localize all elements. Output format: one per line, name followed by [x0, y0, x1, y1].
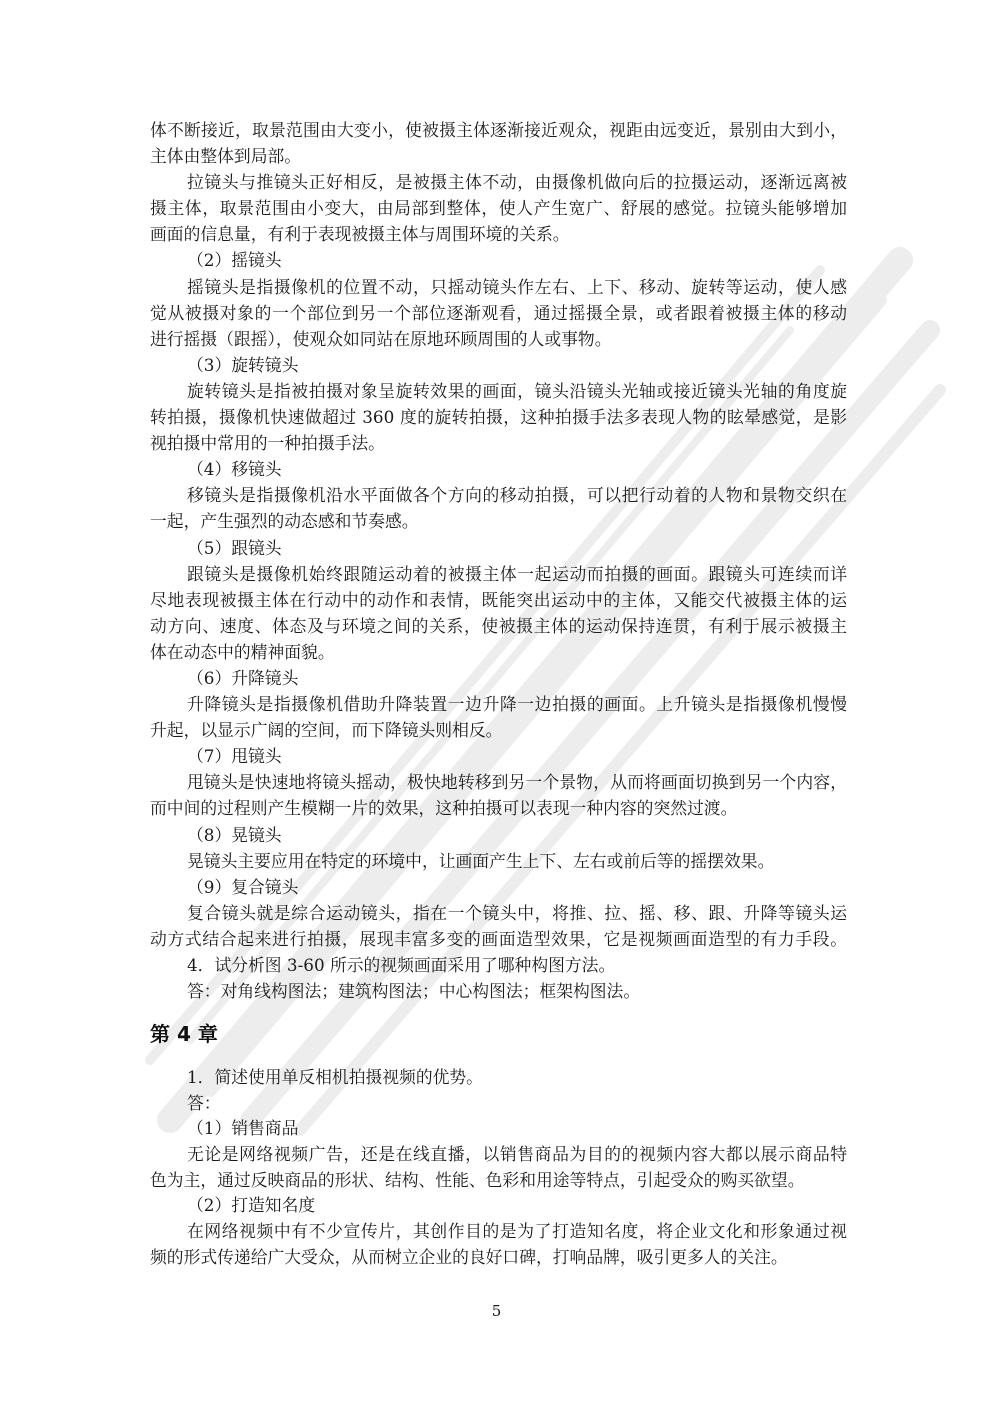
question-4: 4．试分析图 3-60 所示的视频画面采用了哪种构图方法。 [187, 955, 616, 975]
lens-item-follow [150, 535, 847, 665]
question-1: 1．简述使用单反相机拍摄视频的优势。 [187, 1067, 483, 1087]
subsection-heading: （8）晃镜头 [187, 824, 282, 845]
text-line: 拉镜头与推镜头正好相反，是被摄主体不动，由摄像机做向后的拉摄运动，逐渐远离被 [187, 172, 847, 193]
answer-label: 答： [187, 1092, 221, 1113]
lens-item-rotate [150, 352, 847, 456]
text-line: 视拍摄中常用的一种拍摄手法。 [150, 433, 385, 454]
text-line: 无论是网络视频广告，还是在线直播，以销售商品为目的的视频内容大都以展示商品特 [187, 1144, 847, 1165]
advantage-item-sales [150, 1116, 847, 1193]
text-line: 画面的信息量，有利于表现被摄主体与周围环境的关系。 [150, 224, 570, 245]
paragraph-push-lens-end [150, 117, 847, 169]
chapter-3-answers [150, 117, 847, 1004]
page-number: 5 [491, 1302, 502, 1320]
text-line: 主体由整体到局部。 [150, 146, 302, 167]
text-line: 动方向、速度、体态及与环境之间的关系，使被摄主体的运动保持连贯，有利于展示被摄主 [150, 615, 847, 636]
subsection-heading: （4）移镜头 [187, 459, 282, 480]
text-line: 跟镜头是摄像机始终跟随运动着的被摄主体一起运动而拍摄的画面。跟镜头可连续而详 [187, 563, 847, 584]
text-line: 转拍摄，摄像机快速做超过 360 度的旋转拍摄，这种拍摄手法多表现人物的眩晕感觉，是影 [150, 407, 847, 428]
text-line: 体在动态中的精神面貌。 [150, 641, 335, 662]
answer-4: 答：对角线构图法；建筑构图法；中心构图法；框架构图法。 [187, 981, 641, 1002]
text-line: 旋转镜头是指被拍摄对象呈旋转效果的画面，镜头沿镜头光轴或接近镜头光轴的角度旋 [187, 380, 847, 401]
lens-item-whip [150, 743, 847, 821]
text-line: 在网络视频中有不少宣传片，其创作目的是为了打造知名度，将企业文化和形象通过视 [187, 1221, 847, 1242]
subsection-heading: （3）旋转镜头 [187, 354, 299, 375]
lens-item-pan [150, 247, 847, 351]
text-line: 升降镜头是指摄像机借助升降装置一边升降一边拍摄的画面。上升镜头是指摄像机慢慢 [187, 694, 847, 715]
subsection-heading: （1）销售商品 [187, 1118, 299, 1139]
paragraph-pull-lens [150, 169, 847, 247]
text-line: 色为主，通过反映商品的形状、结构、性能、色彩和用途等特点，引起受众的购买欲望。 [150, 1169, 805, 1190]
lens-item-shake [150, 822, 847, 874]
text-line: 而中间的过程则产生模糊一片的效果，这种拍摄可以表现一种内容的突然过渡。 [150, 798, 738, 819]
advantage-item-awareness [150, 1193, 847, 1270]
text-line: 复合镜头就是综合运动镜头，指在一个镜头中，将推、拉、摇、移、跟、升降等镜头运 [187, 902, 847, 923]
text-line: 频的形式传递给广大受众，从而树立企业的良好口碑，打响品牌，吸引更多人的关注。 [150, 1246, 788, 1267]
lens-item-compound [150, 874, 847, 952]
text-line: 动方式结合起来进行拍摄，展现丰富多变的画面造型效果，它是视频画面造型的有力手段。 [150, 928, 847, 949]
subsection-heading: （2）摇镜头 [187, 250, 282, 271]
subsection-heading: （7）甩镜头 [187, 746, 282, 767]
text-line: 摄主体，取景范围由小变大，由局部到整体，使人产生宽广、舒展的感觉。拉镜头能够增加 [150, 198, 847, 219]
text-line: 进行摇摄（跟摇），使观众如同站在原地环顾周围的人或事物。 [150, 328, 612, 349]
subsection-heading: （6）升降镜头 [187, 667, 299, 688]
text-line: 摇镜头是指摄像机的位置不动，只摇动镜头作左右、上下、移动、旋转等运动，使人感 [187, 276, 847, 297]
subsection-heading: （2）打造知名度 [187, 1195, 316, 1216]
chapter-title: 第 4 章 [150, 1022, 218, 1046]
text-line: 体不断接近，取景范围由大变小，使被摄主体逐渐接近观众，视距由远变近，景别由大到小， [150, 120, 847, 140]
text-line: 尽地表现被摄主体在行动中的动作和表情，既能突出运动中的主体，又能交代被摄主体的运 [150, 589, 847, 610]
text-line: 一起，产生强烈的动态感和节奏感。 [150, 511, 419, 532]
text-line: 移镜头是指摄像机沿水平面做各个方向的移动拍摄，可以把行动着的人物和景物交织在 [187, 485, 847, 506]
text-line: 晃镜头主要应用在特定的环境中，让画面产生上下、左右或前后等的摇摆效果。 [187, 850, 775, 871]
chapter-4-answers [150, 1065, 847, 1271]
lens-item-crane [150, 665, 847, 743]
subsection-heading: （9）复合镜头 [187, 876, 299, 897]
text-line: 升起，以显示广阔的空间，而下降镜头则相反。 [150, 720, 503, 741]
lens-item-move [150, 456, 847, 534]
text-line: 觉从被摄对象的一个部位到另一个部位逐渐观看，通过摇摄全景，或者跟着被摄主体的移动 [150, 302, 847, 323]
subsection-heading: （5）跟镜头 [187, 537, 282, 558]
text-line: 甩镜头是快速地将镜头摇动，极快地转移到另一个景物，从而将画面切换到另一个内容， [187, 772, 847, 793]
